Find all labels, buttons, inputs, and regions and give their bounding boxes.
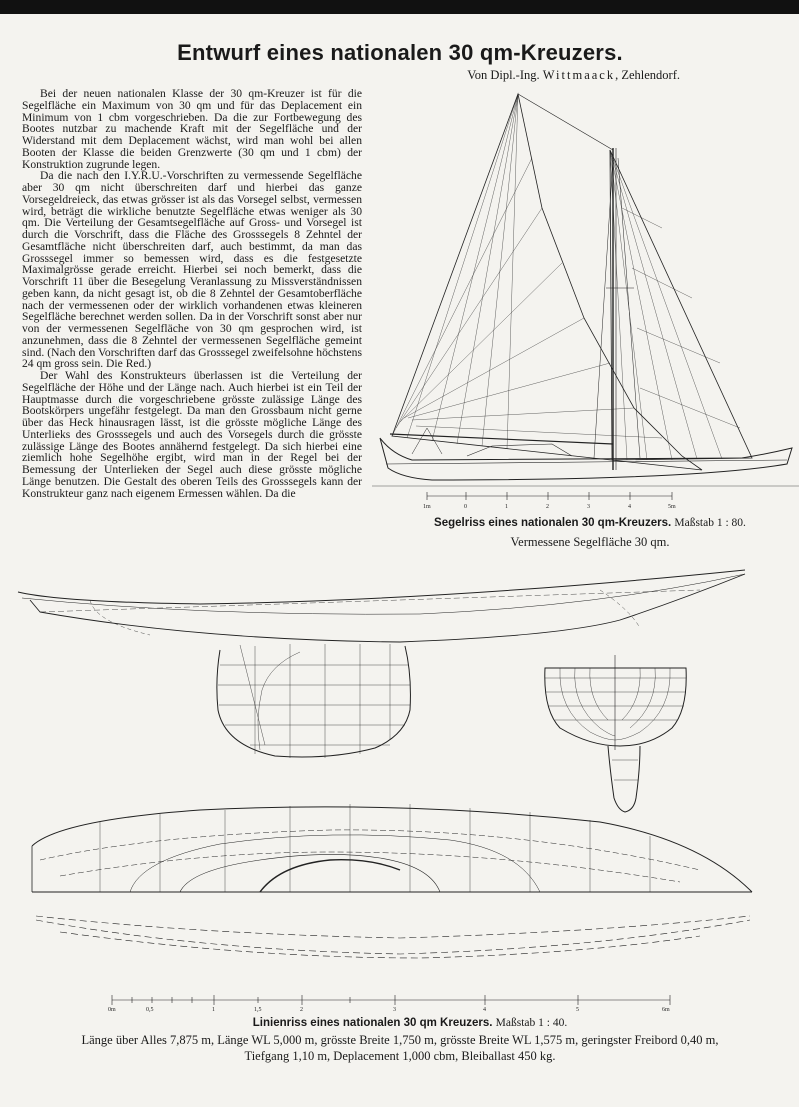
jib-outline <box>610 150 752 460</box>
mainsail-outline <box>392 94 702 470</box>
boat-dimensions <box>20 1032 780 1064</box>
keel-profile <box>217 646 411 757</box>
sail-scale-label: 0 <box>464 504 467 510</box>
paragraph: Bei der neuen nationalen Klasse der 30 qm-Kreuzer ist für die Segelfläche ein Maximum von 30 qm und für das Deplacement ein Minimum von 1 cbm vorgeschrieben. Da die zur Fortbewegung des Bootes nutzbar zu machende Kraft mit der Segelfläche und der Widerstand mit dem Deplacement wächst, wird man wohl bei allen Booten der Klasse die beiden Grenzwerte (30 qm und 1 cbm) der Konstruktion zugrunde legen. <box>22 88 362 171</box>
sail-scale-label: 3 <box>587 504 590 510</box>
lines-scale-label: 5 <box>576 1007 579 1013</box>
sail-scale-bar <box>427 492 672 500</box>
lines-scale-label: 0m <box>108 1007 116 1013</box>
jib-seams <box>610 150 740 460</box>
sail-scale-label: 5m <box>668 504 676 510</box>
article-byline <box>120 68 680 83</box>
dimensions-line: Tiefgang 1,10 m, Deplacement 1,000 cbm, Bleiballast 450 kg. <box>244 1049 556 1063</box>
page-top-border <box>0 0 799 14</box>
byline-prefix: Von Dipl.-Ing. <box>467 68 540 82</box>
byline-author: Wittmaack <box>542 68 616 82</box>
paragraph: Da die nach den I.Y.R.U.-Vorschriften zu vermessende Segelfläche aber 30 qm nicht überschreiten darf und hierbei das ganze Vorsegeldreieck, das etwas grösser ist als das Vorsegel selbst, vermessen wird, beträgt die wirkliche benutzte Segelfläche etwas weniger als 30 qm. Die Verteilung der Gesamtsegelfläche auf Gross- und Vorsegel ist durch die Vorschrift, dass die Fläche des Grosssegels 8 Zehntel der Gesamtfläche nicht überschreiten darf, auch bestimmt, da man das Grosssegel immer so bemessen wird, dass es die festgesetzte Maximalgrösse gerade erreicht. Hierbei sei noch bemerkt, dass die Vorschrift 11 über die Besegelung Veranlassung zu Missverständnissen geben kann, da nicht gesagt ist, ob die 8 Zehntel der Gesamtoberfläche nach der vermessenen oder der wirklich vorhandenen etwas kleineren Segelfläche berechnet werden sollen. Da in der Vorschrift sonst aber nur von der vermessenen Segelfläche von 30 qm gesprochen wird, ist anzunehmen, dass die 8 Zehntel der vermessenen Segelfläche gemeint sind. (Nach den Vorschriften darf das Grosssegel zweifelsohne höchstens 24 qm gross sein. Die Red.) <box>22 169 362 371</box>
sail-plan-hull <box>380 438 792 480</box>
sail-plan-caption <box>380 517 799 529</box>
lines-scale-bar <box>112 995 670 1005</box>
byline-suffix: , Zehlendorf. <box>615 68 680 82</box>
station-lines <box>100 804 650 892</box>
lines-scale-label: 3 <box>393 1007 396 1013</box>
sail-seams <box>392 94 662 449</box>
sail-scale-label: 2 <box>546 504 549 510</box>
keel-grid <box>218 644 410 758</box>
lines-plan-caption-scale: Maßstab 1 : 40. <box>495 1017 568 1029</box>
profile-sheer <box>18 570 745 604</box>
body-plan-keel <box>608 746 640 812</box>
sail-plan-drawing <box>372 88 799 516</box>
sail-scale-label: 1m <box>423 504 431 510</box>
lines-scale-label: 1,5 <box>254 1007 262 1013</box>
sail-plan-caption-scale: Maßstab 1 : 80. <box>674 517 746 529</box>
sail-scale-label: 1 <box>505 504 508 510</box>
paragraph: Der Wahl des Konstrukteurs überlassen ist die Verteilung der Segelfläche der Höhe und der Länge nach. Auch hierbei ist ein Teil der Hauptmasse durch die vorgeschriebene grösste zulässige Länge des Bootskörpers ungefähr festgelegt. Da man den Grossbaum nicht gerne über das Heck hinausragen lässt, ist die grösste mögliche Länge des Unterlieks des Grosssegels und auch des Vorsegels durch die grösste zulässige Länge des Bootes annähernd festgelegt. Da sich hierbei eine ziemlich hohe Segelhöhe ergibt, wird man in der Regel bei der Bemessung der Unterlieken der Segel auch diese grösste mögliche Länge benutzen. Die Gestalt des oberen Teils des Grosssegels kann der Konstrukteur ganz nach eigenem Ermessen wählen. Da die <box>22 369 362 500</box>
lines-plan-caption <box>60 1017 760 1029</box>
lines-scale-label: 6m <box>662 1007 670 1013</box>
lines-plan-caption-title: Linienriss eines nationalen 30 qm Kreuzers. <box>252 1017 493 1029</box>
lines-scale-label: 4 <box>483 1007 486 1013</box>
sail-plan-caption-title: Segelriss eines nationalen 30 qm-Kreuzers. <box>434 517 672 529</box>
half-breadth-plan <box>32 804 752 892</box>
dimensions-line: Länge über Alles 7,875 m, Länge WL 5,000 m, grösste Breite 1,750 m, grösste Breite WL 1,575 m, geringster Freibord 0,40 m, <box>81 1033 719 1047</box>
lines-scale-label: 1 <box>212 1007 215 1013</box>
lines-scale-label: 2 <box>300 1007 303 1013</box>
boom <box>390 434 613 444</box>
lines-plan-drawing <box>0 560 799 1015</box>
sail-scale-label: 4 <box>628 504 631 510</box>
lines-scale-label: 0,5 <box>146 1007 154 1013</box>
sail-plan-subcaption: Vermessene Segelfläche 30 qm. <box>510 535 670 549</box>
article-body <box>22 88 362 556</box>
body-plan <box>545 655 686 812</box>
article-title: Entwurf eines nationalen 30 qm-Kreuzers. <box>177 40 623 65</box>
deck-plan <box>36 916 750 958</box>
